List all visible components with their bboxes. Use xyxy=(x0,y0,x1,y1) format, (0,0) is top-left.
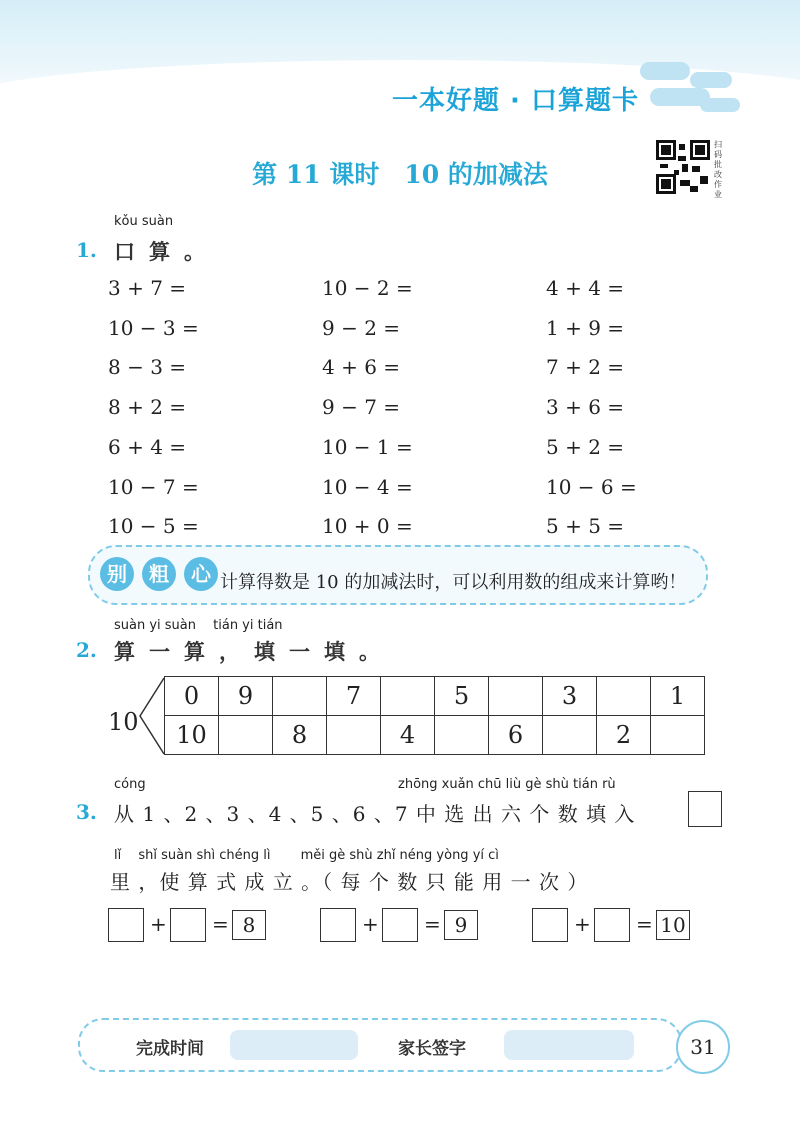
brand-title: 一本好题 · 口算题卡 xyxy=(392,86,639,116)
arithmetic-problem: 10 − 3 = xyxy=(108,315,199,340)
number-cell: 2 xyxy=(597,716,651,755)
page-title: 第 11 课时 10 的加减法 xyxy=(252,160,548,189)
number-cell: 1 xyxy=(651,677,705,716)
blank-cell[interactable] xyxy=(435,716,489,755)
plus-sign: + xyxy=(574,912,591,936)
blank-cell[interactable] xyxy=(597,677,651,716)
number-cell: 5 xyxy=(435,677,489,716)
arithmetic-problem: 4 + 6 = xyxy=(322,355,401,380)
arithmetic-problem: 10 − 7 = xyxy=(108,474,199,499)
section3-pinyin2: lǐ shǐ suàn shì chéng lì měi gè shù zhǐ néng yòng yí cì xyxy=(114,848,499,863)
section3-pinyin-right: zhōng xuǎn chū liù gè shù tián rù xyxy=(398,777,616,792)
sum-value: 9 xyxy=(444,910,478,940)
cloud-decoration xyxy=(690,72,732,88)
fill-in-box xyxy=(688,791,722,827)
arithmetic-problem: 10 − 5 = xyxy=(108,514,199,539)
completion-time-label: 完成时间 xyxy=(136,1039,204,1059)
arithmetic-problem: 5 + 5 = xyxy=(546,514,625,539)
parent-signature-field[interactable] xyxy=(504,1030,634,1060)
addend-box[interactable] xyxy=(594,908,630,942)
plus-sign: + xyxy=(362,912,379,936)
addend-box[interactable] xyxy=(170,908,206,942)
tip-text: 计算得数是 10 的加减法时，可以利用数的组成来计算哟！ xyxy=(220,572,687,593)
blank-cell[interactable] xyxy=(219,716,273,755)
arithmetic-problem: 6 + 4 = xyxy=(108,434,187,459)
equals-sign: = xyxy=(636,912,653,936)
bracket-icon xyxy=(136,676,166,756)
number-cell: 7 xyxy=(327,677,381,716)
tip-char: 别 xyxy=(100,557,134,591)
section3-number: 3. xyxy=(76,800,97,824)
blank-cell[interactable] xyxy=(327,716,381,755)
section2-heading: 算一算，填一填。 xyxy=(114,640,394,664)
blank-cell[interactable] xyxy=(273,677,327,716)
arithmetic-problem: 10 + 0 = xyxy=(322,514,413,539)
number-cell: 3 xyxy=(543,677,597,716)
number-cell: 10 xyxy=(165,716,219,755)
section1-pinyin: kǒu suàn xyxy=(114,214,174,229)
sum-value: 8 xyxy=(232,910,266,940)
arithmetic-problem: 8 − 3 = xyxy=(108,355,187,380)
arithmetic-problem: 1 + 9 = xyxy=(546,315,625,340)
number-cell: 4 xyxy=(381,716,435,755)
equals-sign: = xyxy=(212,912,229,936)
section3-pinyin-left: cóng xyxy=(114,777,146,792)
arithmetic-problem: 10 − 1 = xyxy=(322,434,413,459)
section3-line1: 从 1 、2 、3 、4 、5 、6 、7 中 选 出 六 个 数 填 入 xyxy=(114,802,636,826)
section2-number: 2. xyxy=(76,638,97,662)
number-cell: 6 xyxy=(489,716,543,755)
composition-total: 10 xyxy=(108,708,139,736)
table-row xyxy=(165,677,705,716)
section1-heading: 口算。 xyxy=(114,240,219,264)
section1-number: 1. xyxy=(76,238,97,262)
arithmetic-problem: 10 − 6 = xyxy=(546,474,637,499)
arithmetic-problem: 5 + 2 = xyxy=(546,434,625,459)
arithmetic-problem: 9 − 7 = xyxy=(322,395,401,420)
addend-box[interactable] xyxy=(320,908,356,942)
tip-char: 粗 xyxy=(142,557,176,591)
arithmetic-problem: 10 − 2 = xyxy=(322,276,413,300)
blank-cell[interactable] xyxy=(651,716,705,755)
plus-sign: + xyxy=(150,912,167,936)
section3-line2: 里 ，使 算 式 成 立 。（ 每 个 数 只 能 用 一 次 ） xyxy=(110,870,589,894)
arithmetic-problem: 10 − 4 = xyxy=(322,474,413,499)
completion-time-field[interactable] xyxy=(230,1030,358,1060)
composition-table xyxy=(164,676,705,755)
cloud-decoration xyxy=(700,98,740,112)
arithmetic-problem: 3 + 6 = xyxy=(546,395,625,420)
equals-sign: = xyxy=(424,912,441,936)
sum-value: 10 xyxy=(656,910,690,940)
addend-box[interactable] xyxy=(532,908,568,942)
qr-caption: 扫码批改作业 xyxy=(714,140,722,199)
addend-box[interactable] xyxy=(382,908,418,942)
section2-pinyin: suàn yi suàn tián yi tián xyxy=(114,618,283,633)
number-cell: 9 xyxy=(219,677,273,716)
page-number: 31 xyxy=(676,1020,730,1074)
arithmetic-problem: 8 + 2 = xyxy=(108,395,187,420)
arithmetic-problem: 9 − 2 = xyxy=(322,315,401,340)
number-cell: 0 xyxy=(165,677,219,716)
table-row xyxy=(165,716,705,755)
addend-box[interactable] xyxy=(108,908,144,942)
blank-cell[interactable] xyxy=(489,677,543,716)
blank-cell[interactable] xyxy=(381,677,435,716)
arithmetic-problem: 3 + 7 = xyxy=(108,276,187,300)
arithmetic-problem: 4 + 4 = xyxy=(546,276,625,300)
number-cell: 8 xyxy=(273,716,327,755)
cloud-decoration xyxy=(640,62,690,80)
tip-char: 心 xyxy=(184,557,218,591)
blank-cell[interactable] xyxy=(543,716,597,755)
arithmetic-problem: 7 + 2 = xyxy=(546,355,625,380)
parent-signature-label: 家长签字 xyxy=(398,1039,466,1059)
